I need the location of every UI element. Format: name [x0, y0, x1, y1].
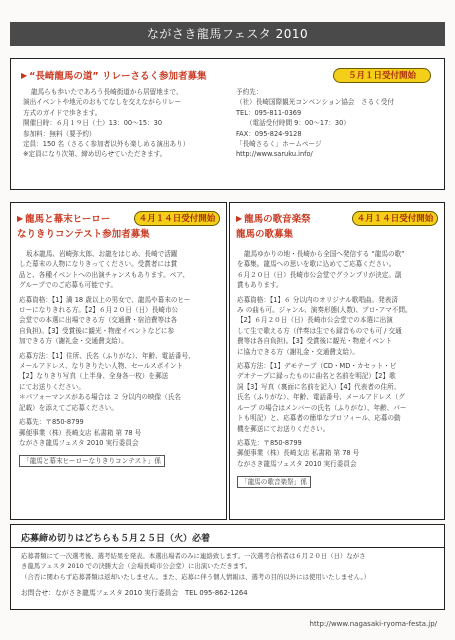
text-line: 演出イベントや地元のおもてなしを交えながらリレー — [23, 98, 182, 107]
text-line: き龍馬フェスタ 2010 での決勝大会（会場長崎市公会堂）に出演いただきます。 — [21, 562, 252, 571]
text-line: した幕末の人物になりきってください。受賞者には賞 — [19, 260, 178, 269]
triangle-icon: ▶ — [21, 71, 28, 80]
text-line: ＊パフォーマンスがある場合は ２ 分以内の映像（氏名 — [19, 393, 181, 402]
text-line: 【2】６月２０日（日）長崎市公会堂での本選に出演 — [237, 316, 393, 325]
text-line: 開催日時：６月１９日（土）13：00～15：30 — [23, 119, 163, 128]
text-line: にてお送りください。 — [19, 382, 85, 391]
text-line: 予約先： — [236, 88, 263, 96]
url-link[interactable]: http://www.saruku.info/ — [236, 150, 313, 159]
text-line: に協力できる方（謝礼金・交通費支給）。 — [237, 347, 359, 356]
relay-badge: ５月１日受付開始 — [333, 68, 431, 83]
inquiry-text: お問合せ：ながさき龍馬フェスタ 2010 実行委員会 TEL 095-862-1264 — [21, 589, 248, 598]
text-line: グループでのご応募も可能です。 — [19, 281, 118, 290]
song-address-department: 「龍馬の歌音楽祭」係 — [237, 476, 311, 488]
song-body — [237, 249, 412, 488]
text-line: 機を郵送にてお送りください。 — [237, 424, 330, 433]
text-line: デオテープに録ったものに曲名と名前を明記）【2】歌 — [237, 372, 396, 381]
contest-title-line1: 龍馬と幕末ヒーロー — [25, 214, 111, 225]
text-line: 応募資格：【1】満 18 歳以上の男女で、龍馬や幕末のヒー — [19, 295, 191, 304]
deadline-divider — [11, 547, 444, 548]
text-line: 会堂での本選に出場できる方（交通費・宿泊費等は各 — [19, 316, 178, 325]
text-line: ６月２０日（日）長崎市公会堂でグランプリが決定。副 — [237, 270, 402, 279]
text-line: ながさき龍馬フェスタ 2010 実行委員会 — [19, 438, 139, 447]
contest-address-department: 「龍馬と幕末ヒーローなりきりコンテスト」係 — [19, 455, 165, 467]
text-line: ローになりきれる方。【2】６月２０日（日）長崎市公 — [19, 306, 179, 315]
text-line: （電話受付時間 9：00～17：30） — [236, 119, 350, 128]
deadline-section — [10, 524, 445, 610]
text-line: 坂本龍馬、岩崎弥太郎、お龍をはじめ、長崎で活躍 — [26, 250, 178, 258]
song-title-line2: 龍馬の歌募集 — [236, 229, 294, 240]
text-line: 自負担)。【3】受賞後に観光・物産イベントなどに参 — [19, 326, 175, 335]
text-line: して生で歌える方（伴奏は生でも録音ものでも可 / 交通 — [237, 326, 402, 335]
text-line: 定員：150 名（さるく参加者以外も楽しめる演出あり） — [23, 140, 190, 149]
text-line: み の曲も可。ジャンル、演奏形態(人数)、プロ･アマ不問。 — [237, 306, 412, 315]
text-line: を募集。龍馬への思いを歌に込めてご応募ください。 — [237, 260, 396, 269]
text-line: トも明記）と、応募者の簡単なプロフィール、応募の動 — [237, 414, 401, 423]
text-line: 品と、各種イベントへの出演チャンスもあります。ペア、 — [19, 270, 189, 279]
relay-title-text: “長崎龍馬の道” リレーさるく参加者募集 — [29, 71, 207, 82]
relay-left-text — [23, 87, 189, 160]
contest-section — [10, 202, 227, 520]
text-line: メールアドレス、なりきりたい人物、セールスポイント — [19, 362, 184, 371]
triangle-icon: ▶ — [236, 214, 243, 223]
deadline-body — [21, 551, 370, 599]
page-header: ながさき龍馬フェスタ 2010 — [10, 22, 445, 46]
text-line: 費等は各自負担)。【3】受賞後に観光・物産イベント — [237, 337, 393, 346]
song-title-line1: 龍馬の歌音楽祭 — [244, 214, 311, 225]
text-line: 詞【3】写真（裏面に名前を記入）【4】代表者の住所、 — [237, 382, 401, 391]
text-line: 記載）を添えてご応募ください。 — [19, 403, 118, 412]
text-line: 応募書類にて一次選考後、選考結果を発表。本選出場者のみに連絡致します。一次選考合格者は６月２０日（日）ながさ — [21, 552, 366, 560]
text-line: 参加料：無料（要予約） — [23, 129, 96, 138]
text-line: FAX：095-824-9128 — [236, 129, 302, 138]
triangle-icon: ▶ — [17, 214, 24, 223]
text-line: 応募先：〒850-8799 — [19, 418, 84, 427]
text-line: 龍馬ゆかりの地・長崎から全国へ発信する “龍馬の歌” — [244, 250, 405, 258]
website-url[interactable]: http://www.nagasaki-ryoma-festa.jp/ — [309, 620, 437, 628]
contest-title-line2: なりきりコンテスト参加者募集 — [17, 229, 150, 240]
contest-title — [17, 211, 150, 242]
text-line: （合否に関わらず応募書類は返却いたしません。また、応募に伴う個人情報は、選考の目的以外には使用いたしません。） — [21, 572, 371, 581]
relay-title — [21, 68, 206, 82]
text-line: ながさき龍馬フェスタ 2010 実行委員会 — [237, 459, 357, 468]
text-line: 龍馬らも歩いたであろう長崎街道から居留地まで、 — [31, 88, 183, 96]
text-line: TEL：095-811-0369 — [236, 108, 302, 117]
text-line: 「長崎さるく」ホームページ — [236, 140, 322, 149]
song-section — [229, 202, 445, 520]
text-line: ループ の場合はメンバーの氏名（ふりがな）、年齢、パー — [237, 403, 407, 412]
relay-right-text — [236, 87, 394, 160]
song-title — [236, 211, 311, 242]
text-line: 応募方法：【1】住所、氏名（ふりがな）、年齢、電話番号、 — [19, 351, 195, 360]
text-line: （社）長崎国際観光コンベンション協会 さるく受付 — [236, 98, 394, 107]
text-line: ※定員になり次第、締め切らせていただきます。 — [23, 150, 167, 159]
contest-body — [19, 249, 195, 467]
text-line: 応募方法：【1】デモテープ（CD・MD・カセット・ビ — [237, 362, 397, 371]
text-line: 賞もあります。 — [237, 281, 283, 290]
text-line: 応募先：〒850-8799 — [237, 438, 302, 447]
song-badge: ４月１４日受付開始 — [352, 211, 438, 226]
contest-badge: ４月１４日受付開始 — [134, 211, 220, 226]
relay-section — [10, 58, 445, 190]
text-line: 氏名（ふりがな）、年齢、電話番号、メールアドレス（グ — [237, 393, 405, 402]
text-line: 加できる方（謝礼金・交通費支給）。 — [19, 337, 128, 346]
text-line: 郵便事業（株）長崎支店 私書箱 第 78 号 — [19, 428, 142, 437]
text-line: 方式のガイドで歩きます。 — [23, 108, 102, 117]
text-line: 【2】なりきり写真（上半身、全身各一枚）を郵送 — [19, 372, 169, 381]
deadline-title: 応募締め切りはどちらも５月２５日（火）必着 — [21, 534, 211, 544]
text-line: 応募資格：【1】６ 分以内のオリジナル歌唱曲。発表済 — [237, 295, 398, 304]
text-line: 郵便事業（株）長崎支店 私書箱 第 78 号 — [237, 449, 360, 458]
